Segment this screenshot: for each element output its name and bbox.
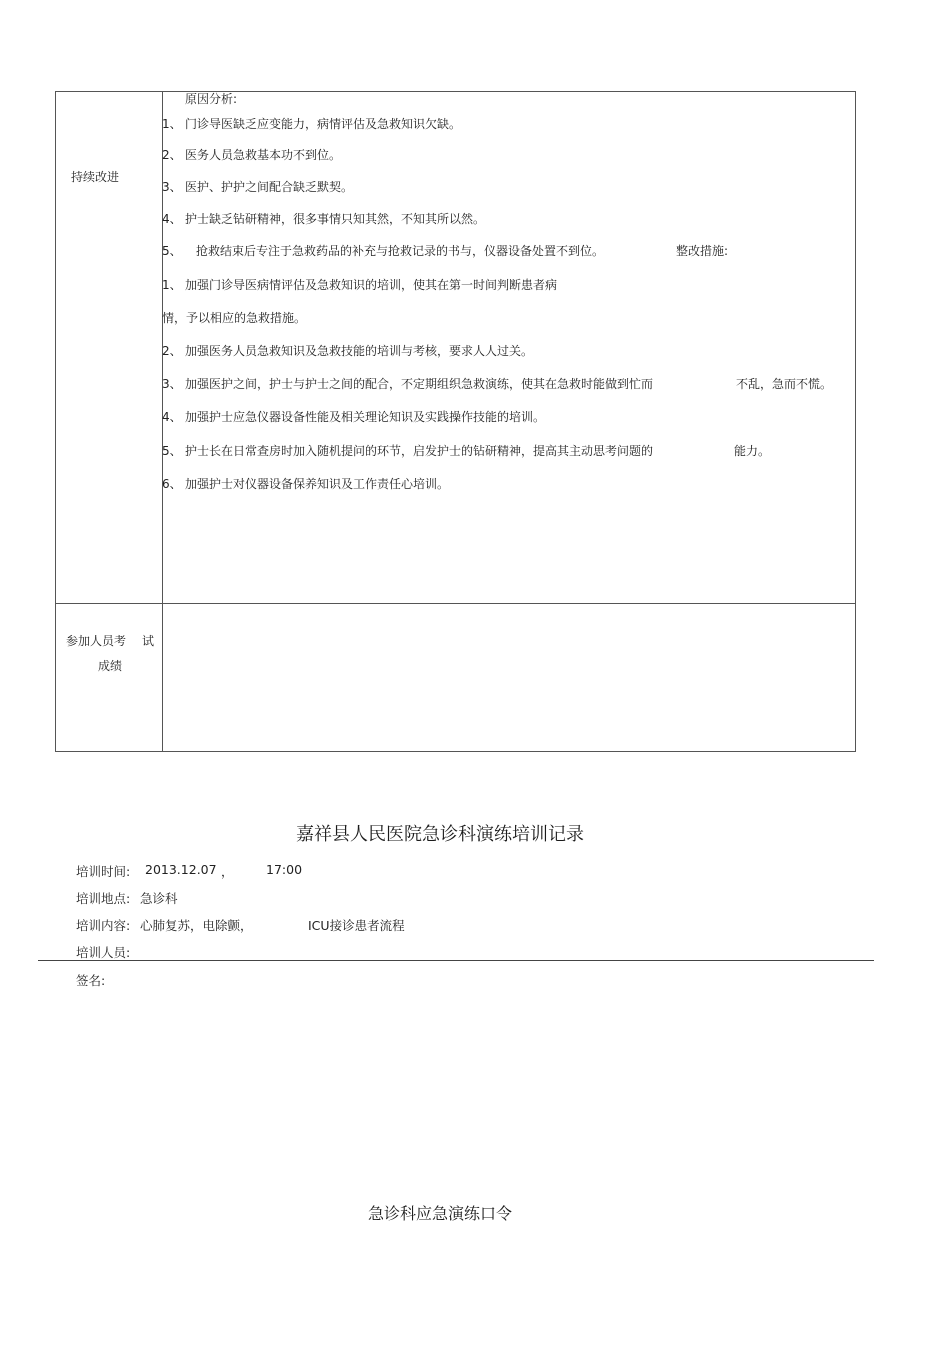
training-place-value: 急诊科 — [140, 891, 178, 906]
cause-item: 抢救结束后专注于急救药品的补充与抢救记录的书与，仪器设备处置不到位。 — [196, 244, 605, 258]
cause-item: 医务人员急救基本功不到位。 — [185, 148, 342, 162]
cause-num: 5、 — [162, 244, 182, 258]
fix-item: 加强医务人员急救知识及急救技能的培训与考核，要求人人过关。 — [185, 344, 534, 358]
fix-heading: 整改措施: — [676, 244, 729, 258]
fix-item: 加强门诊导医病情评估及急救知识的培训，使其在第一时间判断患者病 — [185, 278, 558, 292]
cause-heading: 原因分析: — [185, 92, 238, 106]
fix-num: 5、 — [162, 444, 182, 458]
training-place-label: 培训地点: — [76, 891, 131, 906]
fix-item-tail: 不乱，急而不慌。 — [736, 377, 833, 391]
training-content-value-b: ICU接诊患者流程 — [308, 918, 405, 933]
training-time-label: 培训时间: — [76, 864, 131, 879]
cause-num: 3、 — [162, 180, 182, 194]
row-label-continuous-improvement: 持续改进 — [71, 170, 120, 184]
training-content-value-a: 心肺复苏，电除颤， — [140, 918, 253, 933]
fix-item-tail: 能力。 — [734, 444, 771, 458]
fix-item: 加强医护之间，护士与护士之间的配合，不定期组织急救演练，使其在急救时能做到忙而 — [185, 377, 654, 391]
cause-item: 门诊导医缺乏应变能力，病情评估及急救知识欠缺。 — [185, 117, 462, 131]
row-label-participants-a: 参加人员考 — [66, 634, 127, 648]
signature-label: 签名: — [76, 973, 106, 988]
cause-item: 医护、护护之间配合缺乏默契。 — [185, 180, 354, 194]
fix-num: 3、 — [162, 377, 182, 391]
fix-item: 情，予以相应的急救措施。 — [162, 311, 307, 325]
row-label-participants-b: 试 — [142, 634, 155, 648]
fix-num: 6、 — [162, 477, 182, 491]
divider-line — [38, 960, 874, 961]
footer-title: 急诊科应急演练口令 — [367, 1204, 512, 1223]
fix-item: 护士长在日常查房时加入随机提问的环节，启发护士的钻研精神，提高其主动思考问题的 — [185, 444, 654, 458]
record-title: 嘉祥县人民医院急诊科演练培训记录 — [296, 824, 584, 845]
table-divider-horizontal — [56, 603, 855, 604]
training-staff-label: 培训人员: — [76, 945, 131, 960]
cause-num: 4、 — [162, 212, 182, 226]
row-label-participants-c: 成绩 — [98, 659, 123, 673]
training-date: 2013.12.07 — [145, 862, 217, 877]
fix-item: 加强护士应急仪器设备性能及相关理论知识及实践操作技能的培训。 — [185, 410, 546, 424]
training-clock: 17:00 — [266, 862, 303, 877]
fix-num: 1、 — [162, 278, 182, 292]
cause-num: 2、 — [162, 148, 182, 162]
fix-item: 加强护士对仪器设备保养知识及工作责任心培训。 — [185, 477, 450, 491]
fix-num: 2、 — [162, 344, 182, 358]
fix-num: 4、 — [162, 410, 182, 424]
cause-num: 1、 — [162, 117, 182, 131]
cause-item: 护士缺乏钻研精神，很多事情只知其然，不知其所以然。 — [185, 212, 486, 226]
training-content-label: 培训内容: — [76, 918, 131, 933]
training-time-separator: ， — [221, 864, 234, 879]
